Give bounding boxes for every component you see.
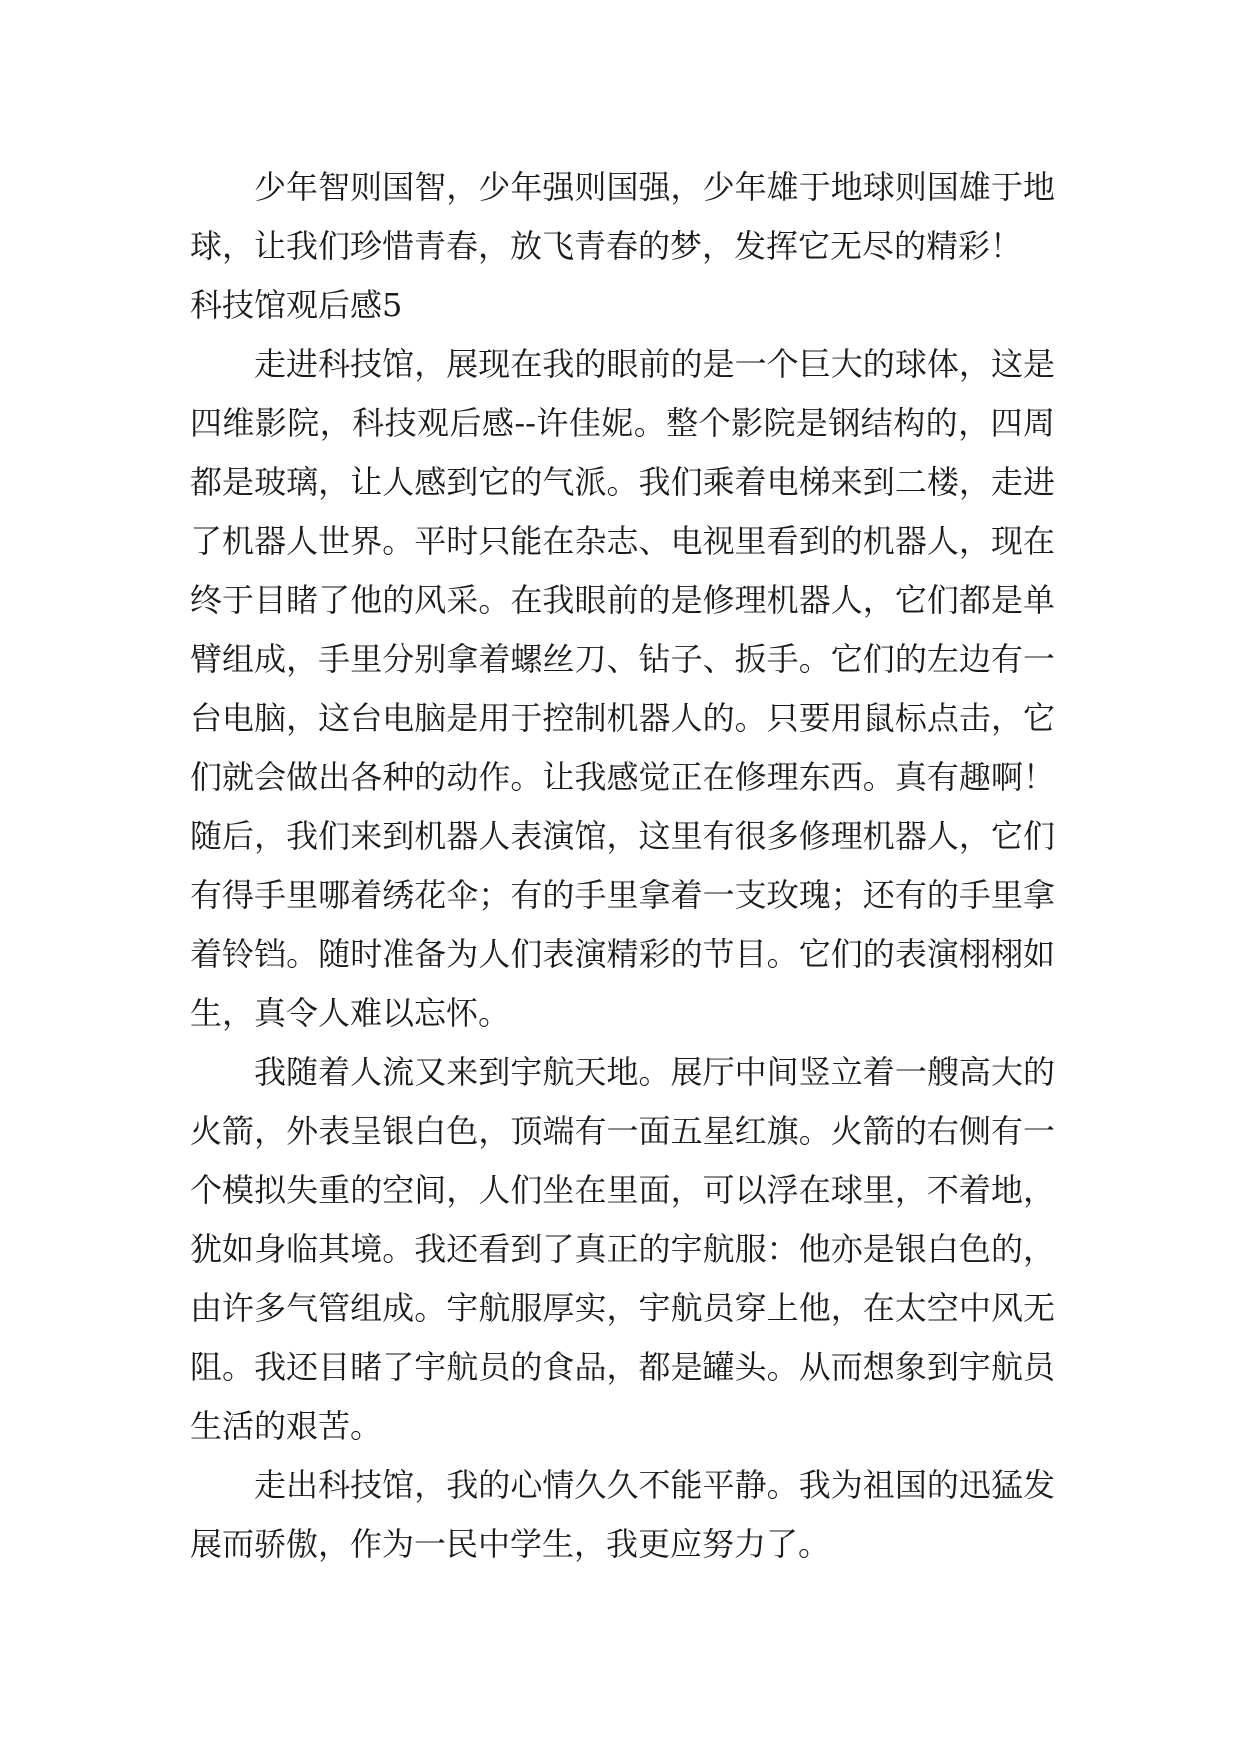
paragraph-robots: 走进科技馆，展现在我的眼前的是一个巨大的球体，这是四维影院，科技观后感--许佳妮。整个影院是钢结构的，四周都是玻璃，让人感到它的气派。我们乘着电梯来到二楼，走进了机器人世界。平时只能在杂志、电视里看到的机器人，现在终于目睹了他的风采。在我眼前的是修理机器人，它们都是单臂组成，手里分别拿着螺丝刀、钻子、扳手。它们的左边有一台电脑，这台电脑是用于控制机器人的。只要用鼠标点击，它们就会做出各种的动作。让我感觉正在修理东西。真有趣啊！随后，我们来到机器人表演馆，这里有很多修理机器人，它们有得手里哪着绣花伞；有的手里拿着一支玫瑰；还有的手里拿着铃铛。随时准备为人们表演精彩的节目。它们的表演栩栩如生，真令人难以忘怀。 [190,345,1055,1032]
paragraph-youth: 少年智则国智，少年强则国强，少年雄于地球则国雄于地球，让我们珍惜青春，放飞青春的梦，发挥它无尽的精彩！ [190,168,1055,265]
document-body [190,158,1055,1574]
section-title: 科技馆观后感5 [190,286,403,324]
paragraph-space: 我随着人流又来到宇航天地。展厅中间竖立着一艘高大的火箭，外表呈银白色，顶端有一面五星红旗。火箭的右侧有一个模拟失重的空间，人们坐在里面，可以浮在球里，不着地，犹如身临其境。我还看到了真正的宇航服：他亦是银白色的，由许多气管组成。宇航服厚实，宇航员穿上他，在太空中风无阻。我还目睹了宇航员的食品，都是罐头。从而想象到宇航员生活的艰苦。 [190,1053,1055,1445]
paragraph-conclusion: 走出科技馆，我的心情久久不能平静。我为祖国的迅猛发展而骄傲，作为一民中学生，我更应努力了。 [190,1466,1055,1563]
